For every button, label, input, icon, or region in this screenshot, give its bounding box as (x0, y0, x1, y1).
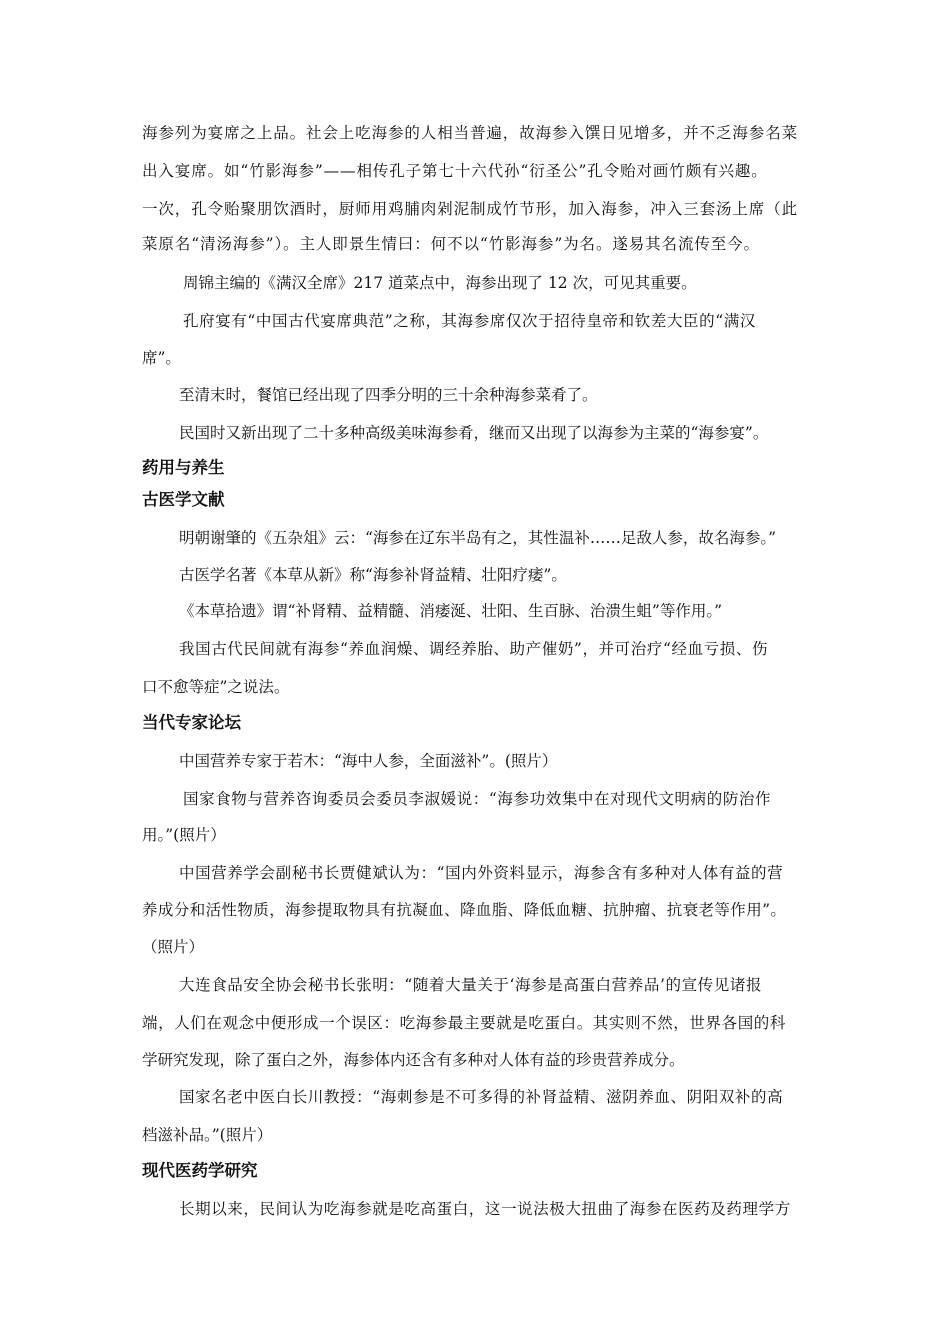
paragraph-line: （照片） (142, 938, 205, 956)
paragraph-line: 口不愈等症”之说法。 (142, 678, 290, 696)
paragraph-line: 《本草拾遗》谓“补肾精、益精髓、消痿涎、壮阳、生百脉、治溃生蛆”等作用。” (179, 602, 723, 620)
paragraph-line: 学研究发现，除了蛋白之外，海参体内还含有多种对人体有益的珍贵营养成分。 (142, 1051, 685, 1069)
paragraph-line: 档滋补品。”(照片） (142, 1126, 273, 1144)
paragraph-line: 中国营养学会副秘书长贾健斌认为：“国内外资料显示，海参含有多种对人体有益的营 (179, 864, 784, 882)
paragraph-line: 大连食品安全协会秘书长张明：“随着大量关于‘海参是高蛋白营养品’的宣传见诸报 (179, 976, 763, 994)
subsection-heading: 当代专家论坛 (142, 713, 241, 732)
paragraph-line: 孔府宴有“中国古代宴席典范”之称，其海参席仅次于招待皇帝和钦差大臣的“满汉 (183, 312, 756, 330)
paragraph-line: 中国营养专家于若木：“海中人参，全面滋补”。(照片） (179, 752, 558, 770)
paragraph-line: 一次，孔令贻聚朋饮酒时，厨师用鸡脯肉剁泥制成竹节形，加入海参，冲入三套汤上席（此 (142, 200, 799, 218)
paragraph-line: 出入宴席。如“竹影海参”——相传孔子第七十六代孙“衍圣公”孔令贻对画竹颇有兴趣。 (142, 162, 768, 180)
paragraph-line: 古医学名著《本草从新》称“海参补肾益精、壮阳疗痿”。 (179, 566, 567, 584)
paragraph-line: 国家名老中医白长川教授：“海刺参是不可多得的补肾益精、滋阴养血、阴阳双补的高 (179, 1088, 784, 1106)
paragraph-line: 民国时又新出现了二十多种高级美味海参肴，继而又出现了以海参为主菜的“海参宴”。 (179, 424, 769, 442)
section-heading: 药用与养生 (142, 458, 225, 477)
subsection-heading: 古医学文献 (142, 490, 225, 509)
paragraph-line: 端，人们在观念中便形成一个误区：吃海参最主要就是吃蛋白。其实则不然，世界各国的科 (142, 1014, 787, 1032)
paragraph-line: 明朝谢肇的《五杂俎》云：“海参在辽东半岛有之，其性温补……足敌人参，故名海参。” (179, 529, 777, 547)
paragraph-line: 国家食物与营养咨询委员会委员李淑媛说：“海参功效集中在对现代文明病的防治作 (183, 790, 772, 808)
paragraph-line: 我国古代民间就有海参“养血润燥、调经养胎、助产催奶”，并可治疗“经血亏损、伤 (179, 640, 769, 658)
paragraph-line: 养成分和活性物质，海参提取物具有抗凝血、降血脂、降低血糖、抗肿瘤、抗衰老等作用”。 (142, 901, 787, 919)
paragraph-line: 至清末时，餐馆已经出现了四季分明的三十余种海参菜肴了。 (179, 386, 598, 404)
paragraph-line: 用。”(照片） (142, 826, 226, 844)
paragraph-line: 席”。 (142, 349, 181, 367)
paragraph-line: 长期以来，民间认为吃海参就是吃高蛋白，这一说法极大扭曲了海参在医药及药理学方 (179, 1200, 791, 1218)
paragraph-line: 海参列为宴席之上品。社会上吃海参的人相当普遍，故海参入馔日见增多，并不乏海参名菜 (142, 124, 799, 142)
subsection-heading: 现代医药学研究 (142, 1161, 258, 1180)
paragraph-line: 周锦主编的《满汉全席》217 道菜点中，海参出现了 12 次，可见其重要。 (183, 274, 697, 292)
paragraph-line: 菜原名“清汤海参”）。主人即景生情曰：何不以“竹影海参”为名。遂易其名流传至今。 (142, 235, 760, 253)
